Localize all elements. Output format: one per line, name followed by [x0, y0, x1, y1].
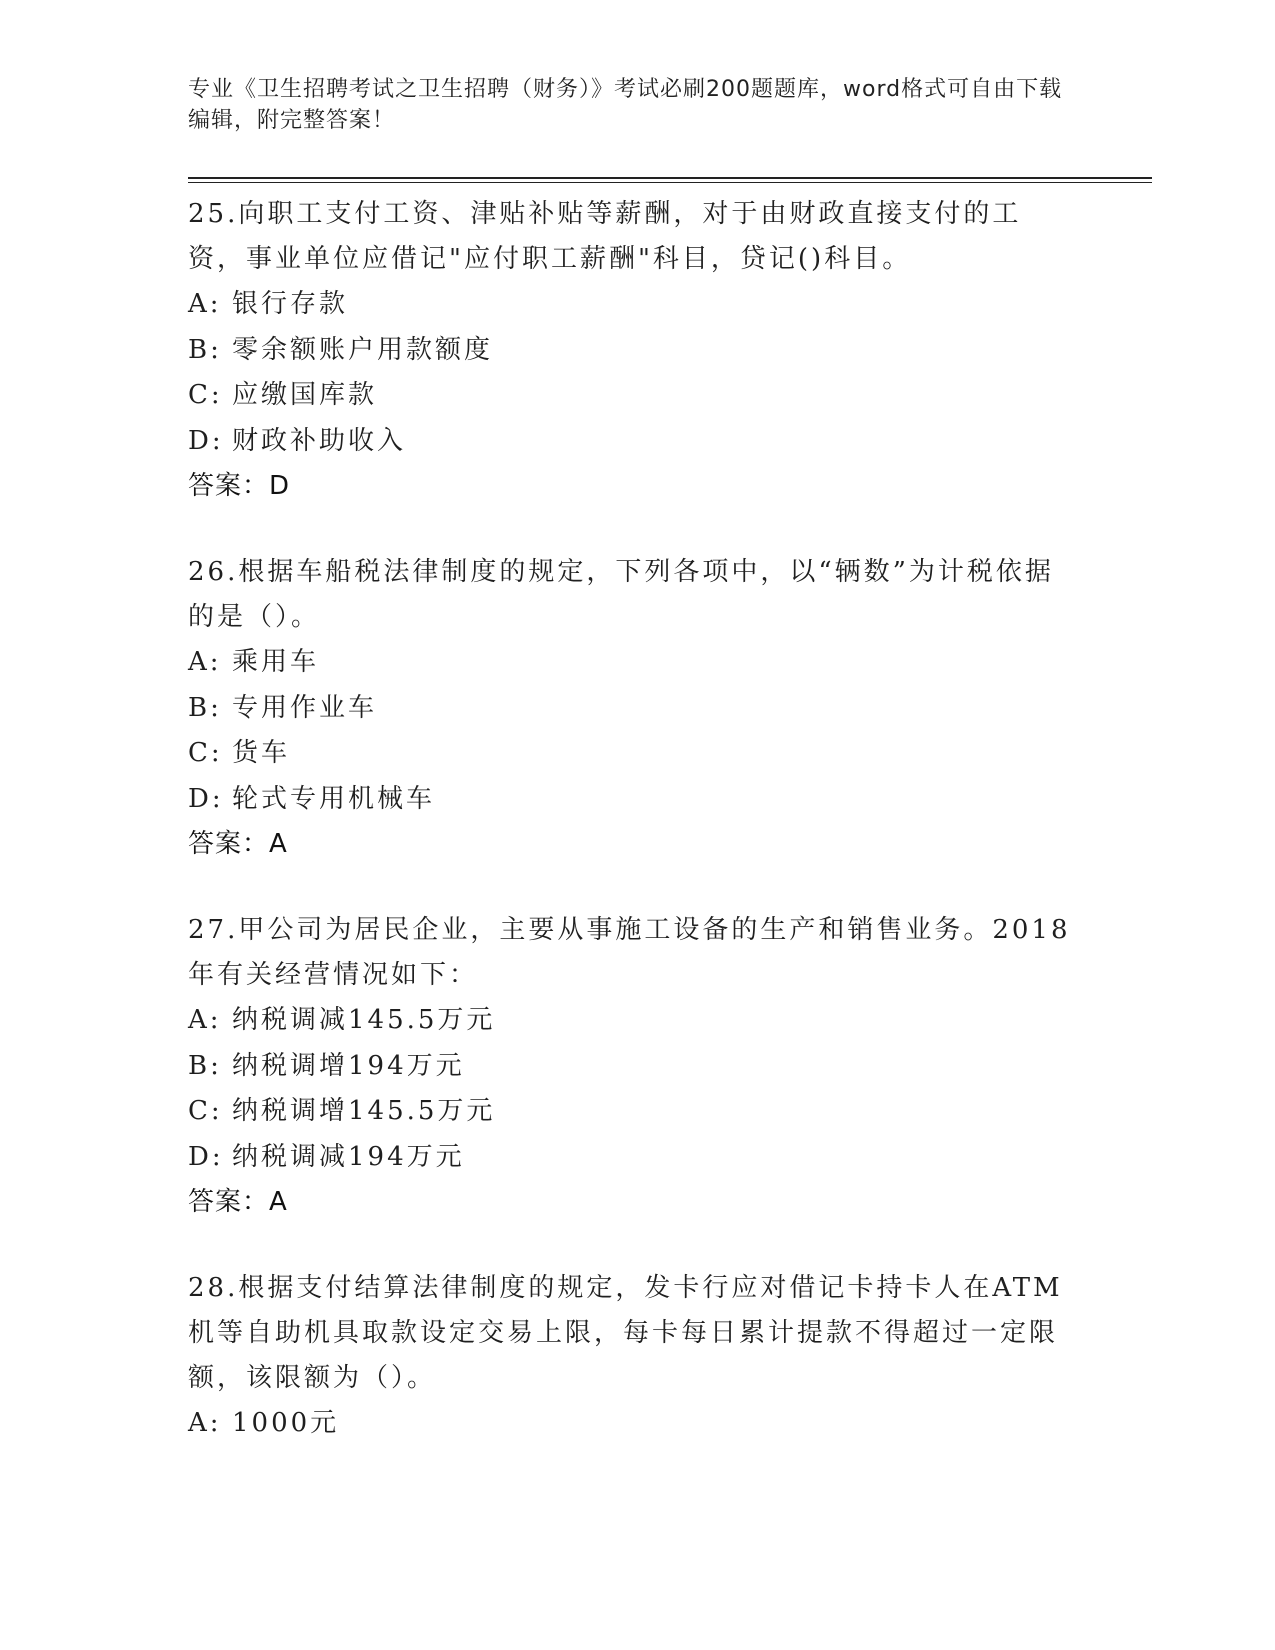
option-key: D:	[188, 783, 224, 814]
answer-line: 答案：A	[188, 829, 288, 859]
option-c	[188, 373, 1078, 419]
option-key: D:	[188, 425, 224, 456]
option-key: A:	[188, 1005, 222, 1035]
answer-line: 答案：D	[188, 471, 291, 501]
header-divider-thick	[188, 177, 1152, 179]
option-d	[188, 1135, 1078, 1181]
header-divider-thin	[188, 182, 1152, 183]
option-key: A:	[188, 1408, 222, 1438]
option-text: 货车	[232, 738, 291, 768]
document-header: 专业《卫生招聘考试之卫生招聘（财务）》考试必刷200题题库，word格式可自由下载编辑，附完整答案！	[188, 77, 1063, 133]
question-spacer	[188, 508, 1078, 550]
option-key: C:	[188, 380, 223, 410]
question-text: 25.向职工支付工资、津贴补贴等薪酬，对于由财政直接支付的工资，事业单位应借记"应付职工薪酬"科目，贷记()科目。	[188, 199, 1022, 274]
question-28	[188, 1266, 1078, 1447]
question-27	[188, 908, 1078, 1224]
option-key: B:	[188, 1050, 222, 1081]
option-b	[188, 1044, 1078, 1090]
question-25	[188, 192, 1078, 508]
option-text: 1000元	[232, 1408, 340, 1438]
option-text: 财政补助收入	[232, 425, 407, 456]
option-c	[188, 731, 1078, 777]
option-text: 纳税调减194万元	[232, 1141, 465, 1172]
option-a	[188, 640, 1078, 686]
option-key: B:	[188, 334, 222, 365]
option-key: B:	[188, 692, 222, 723]
question-text: 28.根据支付结算法律制度的规定，发卡行应对借记卡持卡人在ATM机等自助机具取款设定交易上限，每卡每日累计提款不得超过一定限额，该限额为（）。	[188, 1273, 1063, 1393]
question-spacer	[188, 1224, 1078, 1266]
question-spacer	[188, 866, 1078, 908]
option-a	[188, 282, 1078, 328]
option-text: 轮式专用机械车	[232, 783, 436, 814]
option-key: C:	[188, 1096, 223, 1126]
option-text: 纳税调增145.5万元	[232, 1096, 496, 1126]
question-text: 26.根据车船税法律制度的规定，下列各项中，以“辆数”为计税依据的是（）。	[188, 557, 1054, 632]
option-text: 纳税调减145.5万元	[232, 1005, 496, 1035]
option-text: 零余额账户用款额度	[232, 334, 494, 365]
answer-line: 答案：A	[188, 1187, 288, 1217]
option-b	[188, 686, 1078, 732]
option-a	[188, 1401, 1078, 1447]
option-c	[188, 1089, 1078, 1135]
option-text: 乘用车	[232, 647, 320, 677]
option-key: D:	[188, 1141, 224, 1172]
option-text: 银行存款	[232, 289, 349, 319]
option-text: 专用作业车	[232, 692, 378, 723]
question-26	[188, 550, 1078, 866]
option-key: A:	[188, 647, 222, 677]
option-a	[188, 998, 1078, 1044]
question-text: 27.甲公司为居民企业，主要从事施工设备的生产和销售业务。2018年有关经营情况如下：	[188, 915, 1071, 990]
option-key: A:	[188, 289, 222, 319]
question-list	[188, 192, 1078, 1447]
option-b	[188, 328, 1078, 374]
option-text: 纳税调增194万元	[232, 1050, 465, 1081]
option-d	[188, 419, 1078, 465]
option-text: 应缴国库款	[232, 380, 378, 410]
option-d	[188, 777, 1078, 823]
option-key: C:	[188, 738, 223, 768]
